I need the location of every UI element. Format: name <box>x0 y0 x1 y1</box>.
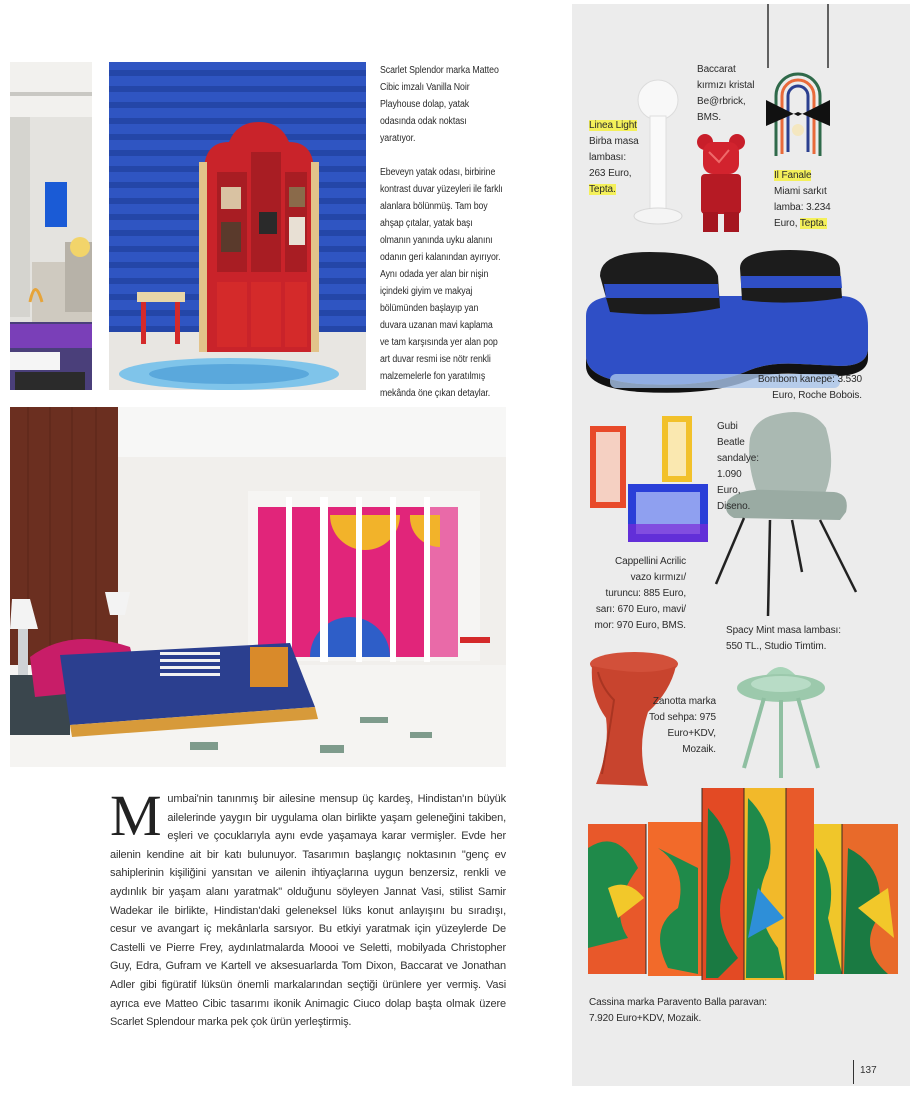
baccarat-bear-image <box>695 132 747 234</box>
caption-title: Scarlet Splendor marka Matteo Cibic imzalı Vanilla Noir Playhouse dolap, yatak odasında odak noktası yaratıyor. <box>380 65 499 144</box>
fanale-caption <box>774 168 834 232</box>
fanale-brand: Il Fanale <box>774 170 812 181</box>
living-room-photo <box>10 62 92 390</box>
cappellini-caption: Cappellini Acrilic vazo kırmızı/ turuncu: 885 Euro, sarı: 670 Euro, mavi/ mor: 970 Euro, BMS. <box>594 556 686 631</box>
fanale-text: Miami sarkıt lamba: 3.234 Euro, <box>774 186 831 229</box>
cassina-caption: Cassina marka Paravento Balla paravan: 7.920 Euro+KDV, Mozaik. <box>589 997 767 1024</box>
gubi-caption: Gubi Beatle sandalye: 1.090 Euro, Diseno. <box>717 421 759 512</box>
zanotta-caption: Zanotta marka Tod sehpa: 975 Euro+KDV, Mozaik. <box>649 696 716 755</box>
bombom-caption: Bombom kanepe: 3.530 Euro, Roche Bobois. <box>757 374 862 401</box>
spacy-caption: Spacy Mint masa lambası: 550 TL., Studio Timtim. <box>726 625 841 652</box>
spacy-lamp-image <box>734 658 828 780</box>
blue-wall-cabinet-photo <box>109 62 366 390</box>
cassina-screen-image <box>588 788 900 980</box>
page-number-divider <box>853 1060 854 1084</box>
cappellini-vases-image <box>588 412 710 548</box>
linea-caption <box>589 118 639 198</box>
caption-body: Ebeveyn yatak odası, birbirine kontrast duvar yüzeyleri ile farklı alanlara bölünmüş. Tam boy ahşap çıtalar, yatak başı olmanın yanında uyku alanını odanın geri kalanından ayırıyor. Aynı odada yer alan bir nişin içindeki giyim ve makyaj bölümünden başlayıp yan duvara uzanan mavi kaplama ve tam karşısında yer alan pop art duvar resmi ise nötr renkli malzemelerle fon yaratılmış mekânda öne çıkan detaylar. <box>380 167 503 399</box>
article-body: umbai'nin tanınmış bir ailesine mensup üç kardeş, Hindistan'ın büyük ailelerinde yaygın bir uygulama olan birlikte yaşam geleneğini takiben, eşleri ve çocuklarıyla aynı evde yaşamaya karar vermişler. Evde her ailenin kendine ait bir katı bulunuyor. Tasarımın başlangıç noktasının "genç ev sahiplerinin kişiliğini yansıtan ve ailenin ihtiyaçlarına uygun benzersiz, renkli ve aydınlık bir yaşam alanı yaratmak" olduğunu söyleyen Jannat Vasi, stilist Samir Wadekar ile birlikte, Hindistan'daki geleneksel lüks konut anlayışını bu sıradışı, cesur ve avangart iç mekânlarla sarsıyor. Bu etkiyi yaratmak için yüzeylerde De Castelli ve Pierre Frey, aydınlatmalarda Moooi ve Seletti, mobilyada Christopher Guy, Edra, Gufram ve Kartell ve aksesuarlarda Tom Dixon, Baccarat ve Jonathan Adler gibi figüratif lüksün önemli markalarından seçtiği ürünlere yer vermiş. Vasi ayrıca eve Matteo Cibic tasarımı ikonik Animagic Ciuco dolap başta olmak üzere Scarlet Splendour marka pek çok ürün yerleştirmiş. <box>110 793 506 1029</box>
article-text <box>110 783 506 1032</box>
fanale-lamp-image <box>762 4 834 164</box>
top-photo-caption <box>380 62 503 402</box>
bedroom-photo <box>10 407 506 767</box>
drop-cap: M <box>110 783 162 848</box>
fanale-store: Tepta. <box>799 218 827 229</box>
page-number: 137 <box>860 1065 877 1076</box>
linea-store: Tepta. <box>589 184 616 195</box>
baccarat-caption: Baccarat kırmızı kristal Be@rbrick, BMS. <box>697 64 755 123</box>
linea-text: Birba masa lambası: 263 Euro, <box>589 136 639 179</box>
linea-brand: Linea Light <box>589 120 637 131</box>
